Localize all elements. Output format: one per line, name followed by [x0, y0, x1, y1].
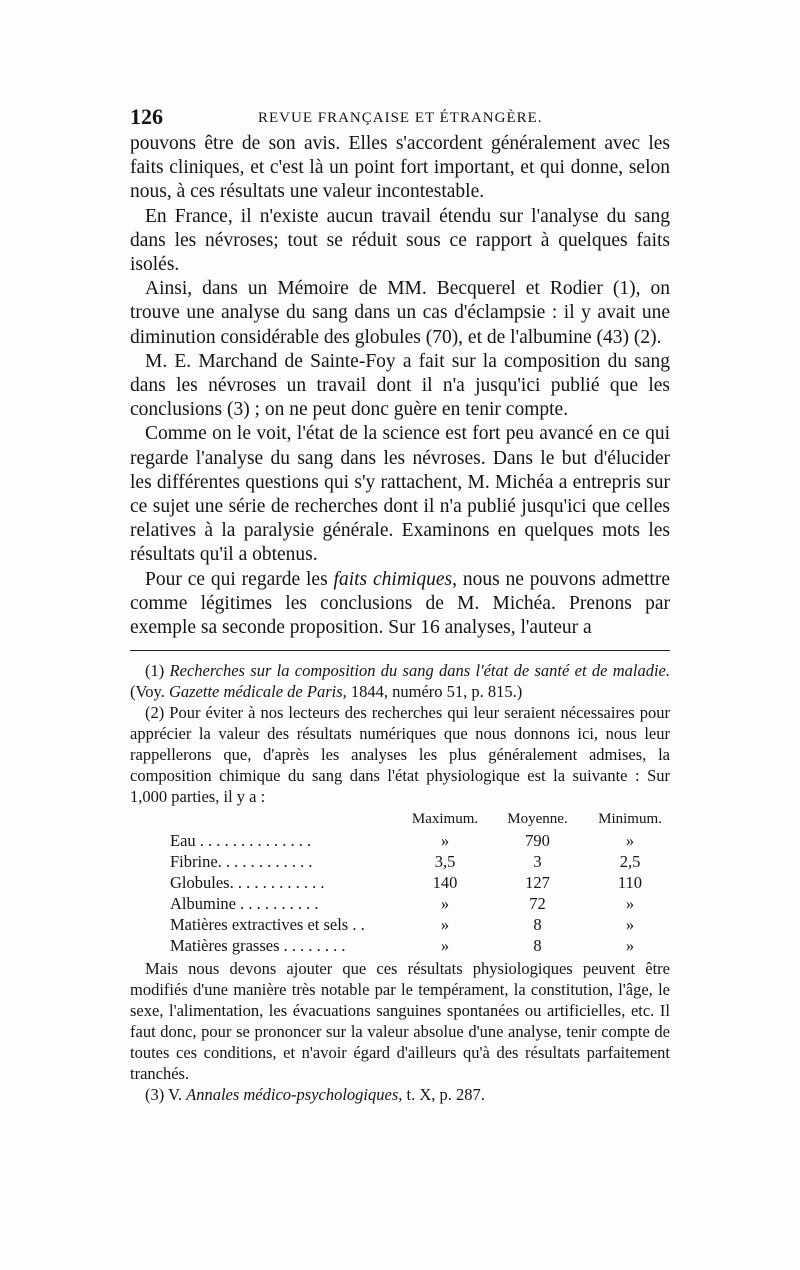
paragraph: pouvons être de son avis. Elles s'accordent généralement avec les faits cliniques, et c'est là un point fort important, et qui donne, selon nous, à ces résultats une valeur incontestable. [130, 133, 670, 203]
cell-moy: 8 [533, 915, 542, 934]
row-label: Fibrine. . . . . . . . . . . . [170, 852, 313, 871]
paragraph: Ainsi, dans un Mémoire de MM. Becquerel et Rodier (1), on trouve une analyse du sang dans un cas d'éclampsie : il y avait une diminution considérable des globules (70), et de l'albumine (43) (2). [130, 278, 670, 348]
cell-max: 140 [432, 873, 458, 892]
paragraph [130, 568, 670, 641]
row-label: Eau . . . . . . . . . . . . . . [170, 831, 312, 850]
footnote-1 [130, 660, 670, 702]
cell-min: 2,5 [619, 852, 641, 871]
footnote-3 [130, 1084, 670, 1105]
cell-max: » [440, 894, 450, 913]
table-header-blank [170, 809, 400, 830]
table-row [170, 872, 675, 893]
paragraph-text: Pour ce qui regarde les [145, 568, 334, 590]
footnote-2: (2) Pour éviter à nos lecteurs des recherches qui leur seraient nécessaires pour apprécier la valeur des résultats numériques que nous donnons ici, nous leur rappellerons que, d'après les analyses les plus généralement admises, la composition chimique du sang dans l'état physiologique est la suivante : Sur 1,000 parties, il y a : [130, 703, 670, 806]
row-label: Globules. . . . . . . . . . . . [170, 873, 325, 892]
row-label: Matières grasses . . . . . . . . [170, 936, 346, 955]
table-header-max: Maximum. [411, 811, 479, 827]
footnotes [130, 660, 670, 1105]
cell-max: » [440, 831, 450, 850]
paragraph-text: , nous ne pouvons admettre comme légitimes les conclusions de M. Michéa. Prenons par exemple sa seconde proposition. Sur 16 analyses, l'auteur a [130, 568, 670, 639]
footnote-2-continued: Mais nous devons ajouter que ces résultats physiologiques peuvent être modifiés d'une manière très notable par le tempérament, la constitution, l'âge, le sexe, l'alimentation, les évacuations sanguines spontanées ou artificielles, etc. Il faut donc, pour se prononcer sur la valeur absolue d'une analyse, tenir compte de toutes ces conditions, et n'avoir égard d'ailleurs qu'à des résultats parfaitement tranchés. [130, 959, 670, 1083]
footnote-text: 1844, numéro 51, p. 815.) [346, 682, 523, 701]
cell-moy: 8 [533, 936, 542, 955]
cell-max: 3,5 [434, 852, 456, 871]
row-label: Matières extractives et sels . . [170, 915, 365, 934]
composition-table [170, 809, 675, 956]
table-row [170, 935, 675, 956]
cell-moy: 790 [525, 831, 550, 850]
page-number: 126 [130, 104, 163, 129]
running-head: REVUE FRANÇAISE ET ÉTRANGÈRE. [258, 110, 543, 126]
cell-moy: 72 [529, 894, 546, 913]
paragraph: M. E. Marchand de Sainte-Foy a fait sur la composition du sang dans les névroses un travail dont il n'a jusqu'ici publié que les conclusions (3) ; on ne peut donc guère en tenir compte. [130, 350, 670, 421]
cell-min: » [625, 894, 635, 913]
cell-moy: 3 [533, 852, 542, 871]
cell-min: » [625, 831, 635, 850]
table-header-min: Minimum. [598, 811, 662, 827]
cell-min: » [625, 936, 635, 955]
footnote-rule [130, 650, 670, 651]
cell-min: » [625, 915, 635, 934]
table-header-moy: Moyenne. [507, 811, 568, 827]
footnote-marker: (1) [145, 661, 170, 680]
table-header-row [170, 809, 675, 830]
row-label: Albumine . . . . . . . . . . [170, 894, 319, 913]
paragraph: En France, il n'existe aucun travail étendu sur l'analyse du sang dans les névroses; tout se réduit sous ce rapport à quelques faits isolés. [130, 205, 670, 276]
footnote-title: Recherches sur la composition du sang dans l'état de santé et de maladie. [169, 661, 670, 680]
footnote-journal: Annales médico-psychologiques, [186, 1085, 403, 1104]
paragraph: Comme on le voit, l'état de la science est fort peu avancé en ce qui regarde l'analyse du sang dans les névroses. Dans le but d'élucider les différentes questions qui s'y rattachent, M. Michéa a entrepris sur ce sujet une série de recherches dont il n'a publié jusqu'ici que celles relatives à la paralysie générale. Examinons en quelques mots les résultats qu'il a obtenus. [130, 423, 670, 566]
table-row [170, 893, 675, 914]
cell-max: » [440, 936, 450, 955]
emphasis-text: faits chimiques [333, 568, 453, 590]
table-row [170, 851, 675, 872]
footnote-text: t. X, p. 287. [402, 1085, 485, 1104]
page-header [130, 104, 670, 134]
cell-min: 110 [617, 873, 643, 892]
body-text [130, 132, 670, 640]
footnote-text: (3) V. [145, 1085, 187, 1104]
blood-composition-table [170, 809, 675, 956]
footnote-journal: Gazette médicale de Paris, [168, 682, 347, 701]
table-row [170, 914, 675, 935]
cell-max: » [440, 915, 450, 934]
footnote-text: (Voy. [130, 682, 169, 701]
table-row [170, 830, 675, 851]
cell-moy: 127 [525, 873, 550, 892]
